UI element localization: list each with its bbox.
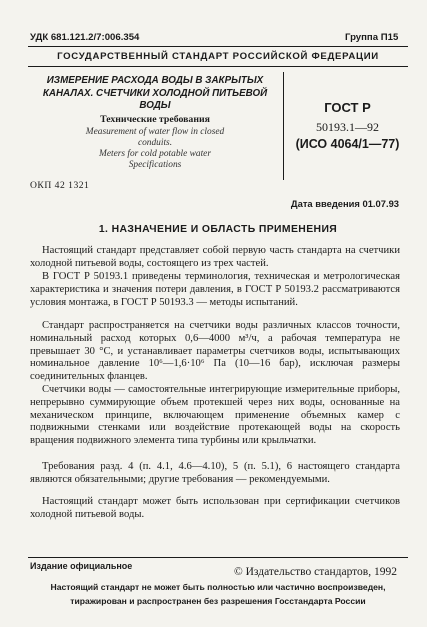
header-rule-bottom [28, 66, 408, 67]
gost-number: 50193.1—92 [316, 120, 379, 134]
english-title-line-4: Specifications [128, 160, 182, 170]
paragraph-1: Настоящий стандарт представляет собой первую часть стандарта на счетчики холодной питьевой воды, состоящего из трех частей. [30, 245, 400, 269]
copyright: © Издательство стандартов, 1992 [233, 566, 397, 578]
okp-code: ОКП 42 1321 [30, 180, 90, 191]
english-title-line-2: conduits. [137, 138, 173, 148]
title-line-1: ИЗМЕРЕНИЕ РАСХОДА ВОДЫ В ЗАКРЫТЫХ [46, 75, 264, 86]
paragraph-5: Требования разд. 4 (п. 4.1, 4.6—4.10), 5 (п. 5.1), 6 настоящего стандарта являются обязательными; другие требования — рекомендуемыми. [30, 461, 400, 485]
edition-label: Издание официальное [30, 561, 133, 571]
iso-reference: (ИСО 4064/1—77) [295, 137, 400, 151]
paragraph-3: Стандарт распространяется на счетчики воды различных классов точности, номинальный расход которых 0,6—4000 м³/ч, а рабочая температура не превышает 30 °С, и устанавливает параметры счетчиков воды, испытывающих номинальное давление 10⁶—1,6·10⁶ Па (10—16 бар), исключая размеры соединительных фланцев. [30, 320, 400, 383]
english-title [35, 127, 275, 171]
title-line-2: КАНАЛАХ. СЧЕТЧИКИ ХОЛОДНОЙ ПИТЬЕВОЙ [42, 87, 268, 99]
subtitle: Технические требования [100, 114, 210, 125]
copyright-notice-line-1: Настоящий стандарт не может быть полностью или частично воспроизведен, [50, 582, 386, 592]
title-block [35, 75, 275, 113]
copyright-notice-line-2: тиражирован и распространен без разрешения Госстандарта России [70, 596, 366, 606]
header-rule-top [28, 46, 408, 47]
group-code: Группа П15 [345, 32, 399, 43]
gost-label: ГОСТ Р [324, 100, 371, 115]
paragraph-4: Счетчики воды — самостоятельные интегрирующие измерительные приборы, непрерывно суммирующие объем протекшей через них воды, основанные на механическом принципе, включающем применение объемных камер с подвижными стенками или воздействие протекающей воды на скорость вращения подвижного элемента типа турбины или крыльчатки. [30, 384, 400, 447]
udk-code: УДК 681.121.2/7:006.354 [30, 32, 140, 43]
standard-type: ГОСУДАРСТВЕННЫЙ СТАНДАРТ РОССИЙСКОЙ ФЕДЕРАЦИИ [57, 51, 379, 62]
footer-rule [28, 557, 408, 558]
english-title-line-1: Measurement of water flow in closed [85, 127, 225, 137]
paragraph-6: Настоящий стандарт может быть использован при сертификации счетчиков холодной питьевой воды. [30, 496, 400, 520]
title-divider [283, 72, 284, 180]
section-heading: 1. НАЗНАЧЕНИЕ И ОБЛАСТЬ ПРИМЕНЕНИЯ [98, 224, 338, 235]
title-line-3: ВОДЫ [139, 100, 171, 111]
paragraph-2: В ГОСТ Р 50193.1 приведены терминология, техническая и метрологическая характеристика и значения потери давления, в ГОСТ Р 50193.2 рассматриваются условия монтажа, в ГОСТ Р 50193.3 — методы испытаний. [30, 271, 400, 308]
english-title-line-3: Meters for cold potable water [99, 149, 211, 159]
effective-date: Дата введения 01.07.93 [290, 198, 399, 209]
